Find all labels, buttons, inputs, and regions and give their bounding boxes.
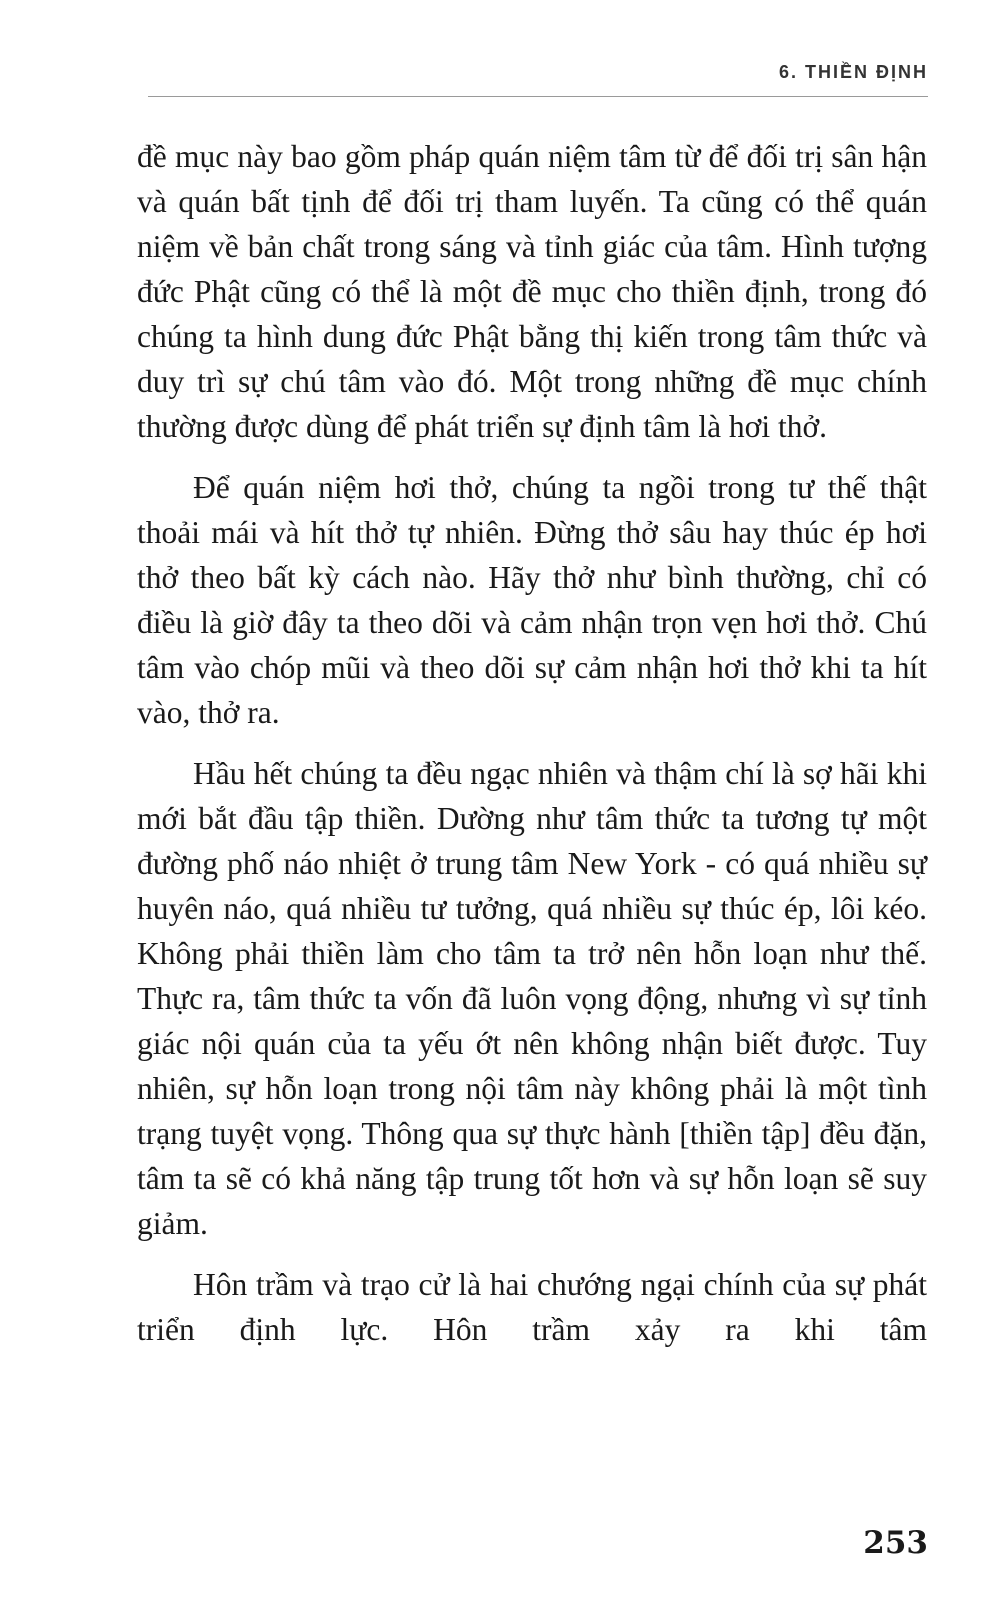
paragraph-obstacles: Hôn trầm và trạo cử là hai chướng ngại chính của sự phát triển định lực. Hôn trầm xảy ra khi tâm [137,1267,927,1347]
chapter-title: 6. THIỀN ĐỊNH [778,62,928,82]
paragraph-continued: đề mục này bao gồm pháp quán niệm tâm từ để đối trị sân hận và quán bất tịnh để đối trị tham luyến. Ta cũng có thể quán niệm về bản chất trong sáng và tỉnh giác của tâm. Hình tượng đức Phật cũng có thể là một đề mục cho thiền định, trong đó chúng ta hình dung đức Phật bằng thị kiến trong tâm thức và duy trì sự chú tâm vào đó. Một trong những đề mục chính thường được dùng để phát triển sự định tâm là hơi thở. [137,139,927,444]
paragraph-mind-chaos: Hầu hết chúng ta đều ngạc nhiên và thậm chí là sợ hãi khi mới bắt đầu tập thiền. Dường như tâm thức ta tương tự một đường phố náo nhiệt ở trung tâm New York - có quá nhiều sự huyên náo, quá nhiều tư tưởng, quá nhiều sự thúc ép, lôi kéo. Không phải thiền làm cho tâm ta trở nên hỗn loạn như thế. Thực ra, tâm thức ta vốn đã luôn vọng động, nhưng vì sự tỉnh giác nội quán của ta yếu ớt nên không nhận biết được. Tuy nhiên, sự hỗn loạn trong nội tâm này không phải là một tình trạng tuyệt vọng. Thông qua sự thực hành [thiền tập] đều đặn, tâm ta sẽ có khả năng tập trung tốt hơn và sự hỗn loạn sẽ suy giảm. [137,756,927,1241]
page-number: 253 [863,1525,928,1561]
running-header [148,56,928,97]
paragraph-breath-meditation: Để quán niệm hơi thở, chúng ta ngồi trong tư thế thật thoải mái và hít thở tự nhiên. Đừng thở sâu hay thúc ép hơi thở theo bất kỳ cách nào. Hãy thở như bình thường, chỉ có điều là giờ đây ta theo dõi và cảm nhận trọn vẹn hơi thở. Chú tâm vào chóp mũi và theo dõi sự cảm nhận hơi thở khi ta hít vào, thở ra. [137,470,927,730]
body-text [137,134,927,1368]
